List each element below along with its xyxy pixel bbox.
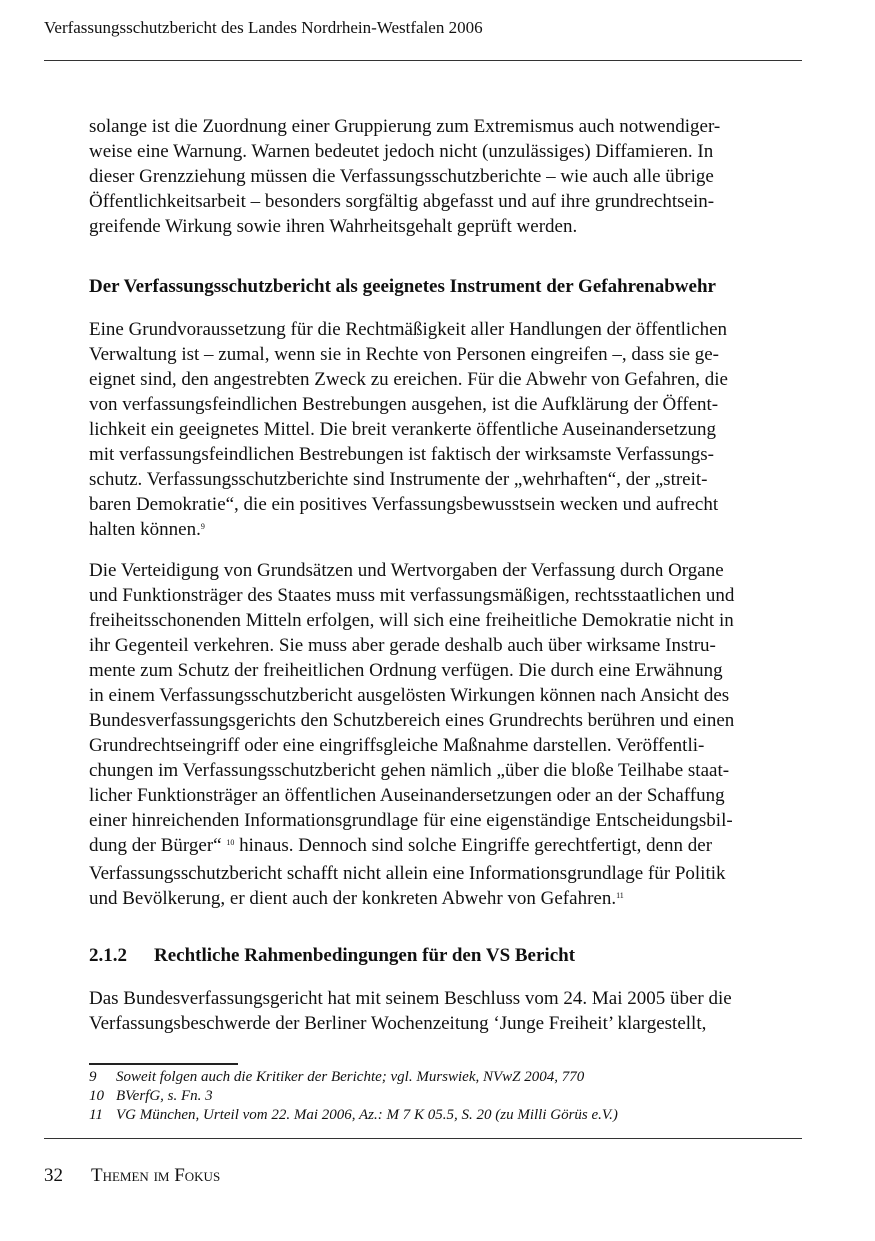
subsection-title: Rechtliche Rahmenbedingungen für den VS Bericht: [154, 945, 576, 966]
footnote-item: [89, 1068, 618, 1087]
footnote-ref: 9: [200, 522, 205, 531]
text-line: weise eine Warnung. Warnen bedeutet jedoch nicht (unzulässiges) Diffamieren. In: [89, 141, 714, 162]
text-line: Das Bundesverfassungsgericht hat mit seinem Beschluss vom 24. Mai 2005 über die: [89, 988, 732, 1009]
running-header: Verfassungsschutzbericht des Landes Nordrhein-Westfalen 2006: [44, 18, 483, 37]
footnote-ref: 11: [616, 891, 624, 900]
paragraph-3: [89, 558, 809, 914]
footnote-number: 10: [89, 1088, 104, 1104]
text-line: Die Verteidigung von Grundsätzen und Wertvorgaben der Verfassung durch Organe: [89, 560, 724, 581]
text-line: ihr Gegenteil verkehren. Sie muss aber gerade deshalb auch über wirksame Instru-: [89, 635, 716, 656]
footnote-number: 11: [89, 1107, 103, 1123]
text-line: von verfassungsfeindlichen Bestrebungen ausgehen, ist die Aufklärung der Öffent-: [89, 394, 719, 415]
paragraph-2: [89, 317, 809, 545]
footnote-text: VG München, Urteil vom 22. Mai 2006, Az.: M 7 K 05.5, S. 20 (zu Milli Görüs e.V.): [116, 1107, 618, 1123]
text-fragment: halten können.: [89, 519, 201, 540]
text-line: [89, 517, 809, 545]
text-line: dieser Grenzziehung müssen die Verfassungsschutzberichte – wie auch alle übrige: [89, 166, 714, 187]
text-line: lichkeit ein geeignetes Mittel. Die breit verankerte öffentliche Auseinandersetzung: [89, 419, 716, 440]
text-line: Verwaltung ist – zumal, wenn sie in Rechte von Personen eingreifen –, dass sie ge-: [89, 344, 720, 365]
text-line: chungen im Verfassungsschutzbericht gehen nämlich „über die bloße Teilhabe staat-: [89, 760, 730, 781]
footnotes: [89, 1068, 618, 1125]
text-line: greifende Wirkung sowie ihren Wahrheitsgehalt geprüft werden.: [89, 216, 578, 237]
footnote-text: Soweit folgen auch die Kritiker der Berichte; vgl. Murswiek, NVwZ 2004, 770: [116, 1069, 585, 1085]
text-line: [89, 833, 809, 861]
text-fragment: hinaus. Dennoch sind solche Eingriffe gerechtfertigt, denn der: [234, 835, 713, 856]
footnote-item: [89, 1106, 618, 1125]
footer-rule: [44, 1138, 802, 1139]
text-line: Eine Grundvoraussetzung für die Rechtmäßigkeit aller Handlungen der öffentlichen: [89, 319, 728, 340]
text-line: Bundesverfassungsgerichts den Schutzbereich eines Grundrechts berühren und einen: [89, 710, 735, 731]
footnote-text: BVerfG, s. Fn. 3: [116, 1088, 213, 1104]
text-line: mit verfassungsfeindlichen Bestrebungen ist faktisch der wirksamste Verfassungs-: [89, 444, 714, 465]
page-number: 32: [44, 1165, 63, 1186]
text-line: licher Funktionsträger an öffentlichen Auseinandersetzungen oder an der Schaffung: [89, 785, 725, 806]
text-line: [89, 886, 809, 914]
paragraph-4: [89, 986, 809, 1036]
footnote-separator: [89, 1063, 238, 1065]
subsection-heading: [89, 943, 575, 968]
text-line: solange ist die Zuordnung einer Gruppierung zum Extremismus auch notwendiger-: [89, 116, 721, 137]
subsection-number: 2.1.2: [89, 945, 127, 966]
footnote-item: [89, 1087, 618, 1106]
footnote-number: 9: [89, 1069, 97, 1085]
footnote-ref: 10: [226, 838, 235, 847]
text-fragment: dung der Bürger“: [89, 835, 227, 856]
text-line: und Funktionsträger des Staates muss mit verfassungsmäßigen, rechtsstaatlichen und: [89, 585, 735, 606]
footer-section-title: Themen im Fokus: [91, 1165, 221, 1186]
text-line: Öffentlichkeitsarbeit – besonders sorgfältig abgefasst und auf ihre grundrechtsein-: [89, 191, 715, 212]
text-line: baren Demokratie“, die ein positives Verfassungsbewusstsein wecken und aufrecht: [89, 494, 719, 515]
text-line: einer hinreichenden Informationsgrundlage für eine eigenständige Entscheidungsbil-: [89, 810, 733, 831]
text-line: Verfassungsbeschwerde der Berliner Wochenzeitung ‘Junge Freiheit’ klargestellt,: [89, 1013, 707, 1034]
text-line: in einem Verfassungsschutzbericht ausgelösten Wirkungen können nach Ansicht des: [89, 685, 730, 706]
text-line: Verfassungsschutzbericht schafft nicht allein eine Informationsgrundlage für Politik: [89, 863, 726, 884]
section-heading: Der Verfassungsschutzbericht als geeignetes Instrument der Gefahrenabwehr: [89, 276, 716, 297]
text-line: eignet sind, den angestrebten Zweck zu ereichen. Für die Abwehr von Gefahren, die: [89, 369, 728, 390]
text-fragment: und Bevölkerung, er dient auch der konkreten Abwehr von Gefahren.: [89, 888, 617, 909]
header-rule: [44, 60, 802, 61]
text-line: schutz. Verfassungsschutzberichte sind Instrumente der „wehrhaften“, der „streit-: [89, 469, 708, 490]
text-line: freiheitsschonenden Mitteln erfolgen, will sich eine freiheitliche Demokratie nicht in: [89, 610, 734, 631]
text-line: mente zum Schutz der freiheitlichen Ordnung verfügen. Die durch eine Erwähnung: [89, 660, 723, 681]
paragraph-1: [89, 114, 809, 239]
text-line: Grundrechtseingriff oder eine eingriffsgleiche Maßnahme darstellen. Veröffentli-: [89, 735, 705, 756]
